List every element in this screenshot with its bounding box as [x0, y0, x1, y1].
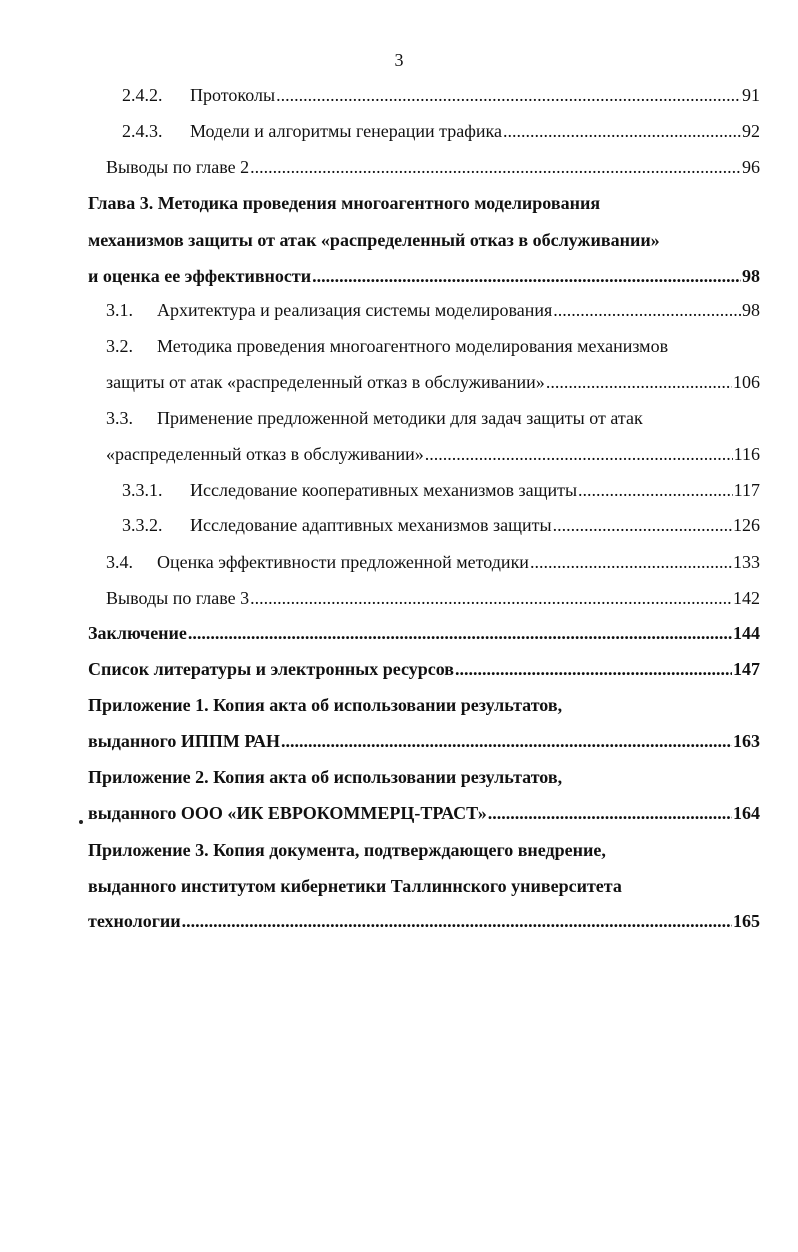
toc-chapter3-line3 — [88, 265, 760, 287]
toc-entry-page: 96 — [742, 157, 760, 177]
page-number: 3 — [394, 50, 404, 70]
toc-entry-2-4-2 — [122, 84, 760, 106]
toc-leader-dots — [276, 84, 741, 106]
toc-chapter3-line1: Глава 3. Методика проведения многоагентного моделирования — [88, 193, 601, 213]
toc-entry-title: Заключение — [88, 623, 187, 643]
toc-leader-dots — [250, 156, 741, 178]
toc-entry-title: Исследование адаптивных механизмов защиты — [190, 515, 552, 535]
toc-entry-page: 126 — [733, 515, 760, 535]
toc-entry-title: Методика проведения многоагентного моделирования механизмов — [157, 336, 669, 356]
toc-leader-dots — [425, 443, 733, 465]
toc-entry-title: и оценка ее эффективности — [88, 266, 312, 286]
toc-entry-number: 3.4. — [106, 552, 133, 572]
toc-entry-title: технологии — [88, 911, 181, 931]
toc-entry-3-3-line2 — [106, 443, 760, 465]
toc-leader-dots — [455, 658, 732, 680]
toc-leader-dots — [578, 479, 733, 501]
toc-entry-number: 3.3.2. — [122, 515, 163, 535]
toc-entry-3-3-1 — [122, 479, 760, 501]
toc-leader-dots — [503, 120, 741, 142]
toc-entry-title: защиты от атак «распределенный отказ в обслуживании» — [106, 372, 545, 392]
toc-leader-dots — [281, 730, 732, 752]
toc-entry-title: Исследование кооперативных механизмов защиты — [190, 480, 578, 500]
toc-entry-2-4-3 — [122, 120, 760, 142]
toc-appendix3-line3 — [88, 910, 760, 932]
toc-entry-page: 133 — [733, 552, 760, 572]
toc-entry-page: 91 — [742, 85, 760, 105]
toc-entry-page: 144 — [733, 623, 760, 643]
toc-entry-number: 3.3.1. — [122, 480, 163, 500]
toc-entry-title: Протоколы — [190, 85, 276, 105]
toc-entry-page: 164 — [733, 803, 760, 823]
toc-entry-number: 3.3. — [106, 408, 133, 428]
toc-entry-page: 117 — [733, 480, 760, 500]
toc-entry-number: 3.2. — [106, 336, 133, 356]
toc-leader-dots — [182, 910, 732, 932]
toc-entry-number: 2.4.3. — [122, 121, 163, 141]
toc-entry-title: Применение предложенной методики для задач защиты от атак — [157, 408, 643, 428]
toc-entry-page: 116 — [733, 444, 760, 464]
toc-appendix1-line2 — [88, 730, 760, 752]
toc-entry-3-2-line2 — [106, 371, 760, 393]
toc-entry-page: 106 — [733, 372, 760, 392]
toc-entry-conclusions-ch3 — [106, 587, 760, 609]
toc-leader-dots — [553, 299, 741, 321]
toc-leader-dots — [250, 587, 732, 609]
toc-entry-page: 163 — [733, 731, 760, 751]
toc-entry-title: Модели и алгоритмы генерации трафика — [190, 121, 502, 141]
toc-entry-title: Архитектура и реализация системы моделирования — [157, 300, 553, 320]
scan-speck — [79, 820, 83, 824]
toc-chapter3-line2: механизмов защиты от атак «распределенный отказ в обслуживании» — [88, 230, 660, 250]
toc-leader-dots — [546, 371, 732, 393]
toc-appendix2-line2 — [88, 802, 760, 824]
toc-appendix3-line1: Приложение 3. Копия документа, подтверждающего внедрение, — [88, 840, 606, 860]
toc-entry-title: Список литературы и электронных ресурсов — [88, 659, 455, 679]
toc-entry-3-2-line1 — [106, 335, 668, 357]
toc-entry-3-4 — [106, 551, 760, 573]
toc-leader-dots — [188, 622, 732, 644]
toc-entry-3-3-line1 — [106, 407, 643, 429]
toc-leader-dots — [312, 265, 741, 287]
toc-entry-number: 2.4.2. — [122, 85, 163, 105]
toc-entry-title: Выводы по главе 2 — [106, 157, 250, 177]
toc-entry-title: выданного ООО «ИК ЕВРОКОММЕРЦ-ТРАСТ» — [88, 803, 487, 823]
toc-appendix1-line1: Приложение 1. Копия акта об использовании результатов, — [88, 695, 563, 715]
toc-entry-page: 98 — [742, 266, 760, 286]
toc-entry-page: 147 — [733, 659, 760, 679]
toc-leader-dots — [530, 551, 732, 573]
toc-entry-number: 3.1. — [106, 300, 133, 320]
toc-entry-title: выданного ИППМ РАН — [88, 731, 281, 751]
toc-entry-page: 165 — [733, 911, 760, 931]
toc-entry-title: Оценка эффективности предложенной методики — [157, 552, 529, 572]
toc-entry-conclusion — [88, 622, 760, 644]
toc-appendix3-line2: выданного институтом кибернетики Таллиннского университета — [88, 876, 622, 896]
toc-entry-title: Выводы по главе 3 — [106, 588, 250, 608]
toc-entry-page: 92 — [742, 121, 760, 141]
toc-entry-page: 98 — [742, 300, 760, 320]
toc-appendix2-line1: Приложение 2. Копия акта об использовании результатов, — [88, 767, 563, 787]
toc-entry-conclusions-ch2 — [106, 156, 760, 178]
toc-entry-page: 142 — [733, 588, 760, 608]
toc-leader-dots — [488, 802, 732, 824]
toc-entry-3-1 — [106, 299, 760, 321]
toc-leader-dots — [553, 514, 732, 536]
toc-entry-title: «распределенный отказ в обслуживании» — [106, 444, 424, 464]
toc-entry-3-3-2 — [122, 514, 760, 536]
toc-entry-references — [88, 658, 760, 680]
